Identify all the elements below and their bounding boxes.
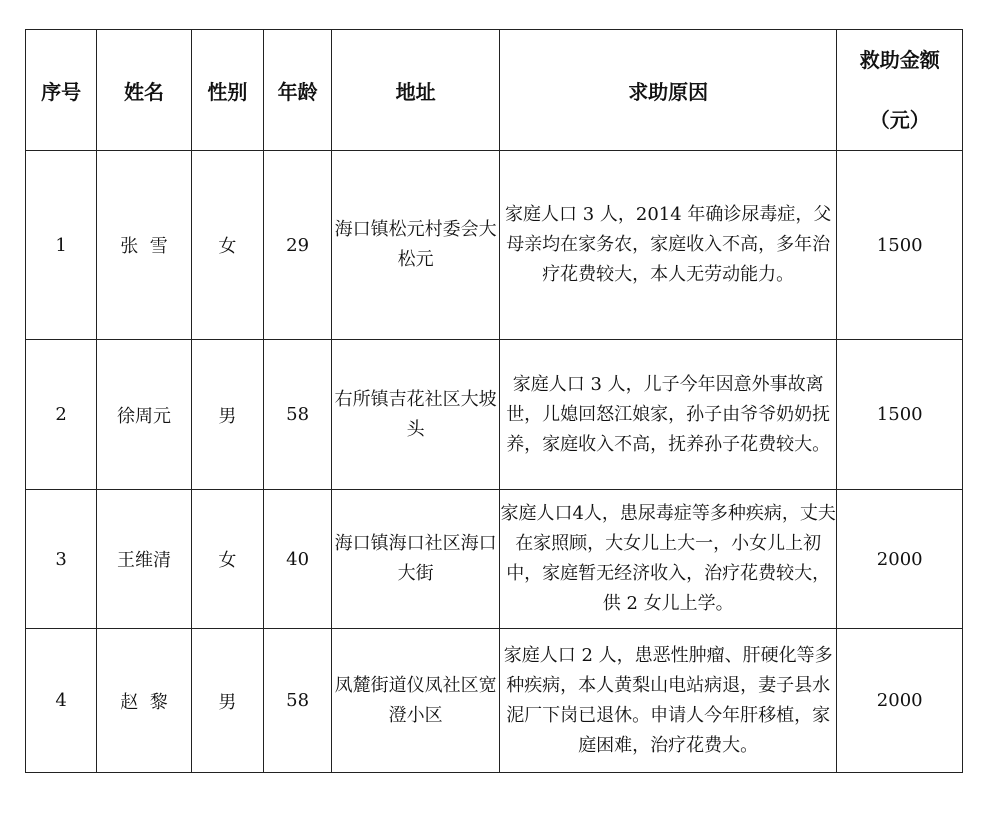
cell-amount: 1500 xyxy=(837,151,963,340)
cell-address: 海口镇松元村委会大松元 xyxy=(332,151,500,340)
cell-no: 3 xyxy=(26,490,97,629)
cell-no: 2 xyxy=(26,340,97,490)
header-no: 序号 xyxy=(26,30,97,151)
cell-age: 58 xyxy=(263,629,331,773)
cell-age: 58 xyxy=(263,340,331,490)
cell-amount: 1500 xyxy=(837,340,963,490)
cell-address: 凤麓街道仪凤社区宽澄小区 xyxy=(332,629,500,773)
table-row xyxy=(26,340,963,490)
header-amount-line2: （元） xyxy=(869,108,930,132)
header-amount xyxy=(837,30,963,151)
cell-name: 徐周元 xyxy=(97,340,191,490)
cell-reason: 家庭人口 3 人，儿子今年因意外事故离世，儿媳回怒江娘家，孙子由爷爷奶奶抚养，家庭收入不高，抚养孙子花费较大。 xyxy=(499,340,836,490)
cell-reason: 家庭人口 3 人，2014 年确诊尿毒症，父母亲均在家务农，家庭收入不高，多年治疗花费较大，本人无劳动能力。 xyxy=(499,151,836,340)
table-row xyxy=(26,490,963,629)
header-age: 年龄 xyxy=(263,30,331,151)
cell-name: 王维清 xyxy=(97,490,191,629)
header-reason: 求助原因 xyxy=(499,30,836,151)
header-amount-line1: 救助金额 xyxy=(859,48,940,72)
cell-name: 张 雪 xyxy=(97,151,191,340)
table-row xyxy=(26,151,963,340)
cell-amount: 2000 xyxy=(837,490,963,629)
cell-no: 1 xyxy=(26,151,97,340)
cell-gender: 男 xyxy=(191,629,263,773)
cell-age: 40 xyxy=(263,490,331,629)
table-row xyxy=(26,629,963,773)
cell-name: 赵 黎 xyxy=(97,629,191,773)
table-header xyxy=(26,30,963,151)
cell-reason: 家庭人口 2 人，患恶性肿瘤、肝硬化等多种疾病，本人黄梨山电站病退，妻子县水泥厂下岗已退休。申请人今年肝移植，家庭困难，治疗花费大。 xyxy=(499,629,836,773)
cell-address: 右所镇吉花社区大坡头 xyxy=(332,340,500,490)
cell-address: 海口镇海口社区海口大街 xyxy=(332,490,500,629)
cell-reason: 家庭人口4人，患尿毒症等多种疾病，丈夫在家照顾，大女儿上大一，小女儿上初中，家庭暂无经济收入，治疗花费较大，供 2 女儿上学。 xyxy=(499,490,836,629)
header-gender: 性别 xyxy=(191,30,263,151)
header-address: 地址 xyxy=(332,30,500,151)
table-body xyxy=(26,151,963,773)
header-row xyxy=(26,30,963,151)
cell-amount: 2000 xyxy=(837,629,963,773)
aid-table xyxy=(25,29,963,773)
cell-gender: 男 xyxy=(191,340,263,490)
cell-gender: 女 xyxy=(191,151,263,340)
cell-no: 4 xyxy=(26,629,97,773)
cell-age: 29 xyxy=(263,151,331,340)
cell-gender: 女 xyxy=(191,490,263,629)
header-name: 姓名 xyxy=(97,30,191,151)
